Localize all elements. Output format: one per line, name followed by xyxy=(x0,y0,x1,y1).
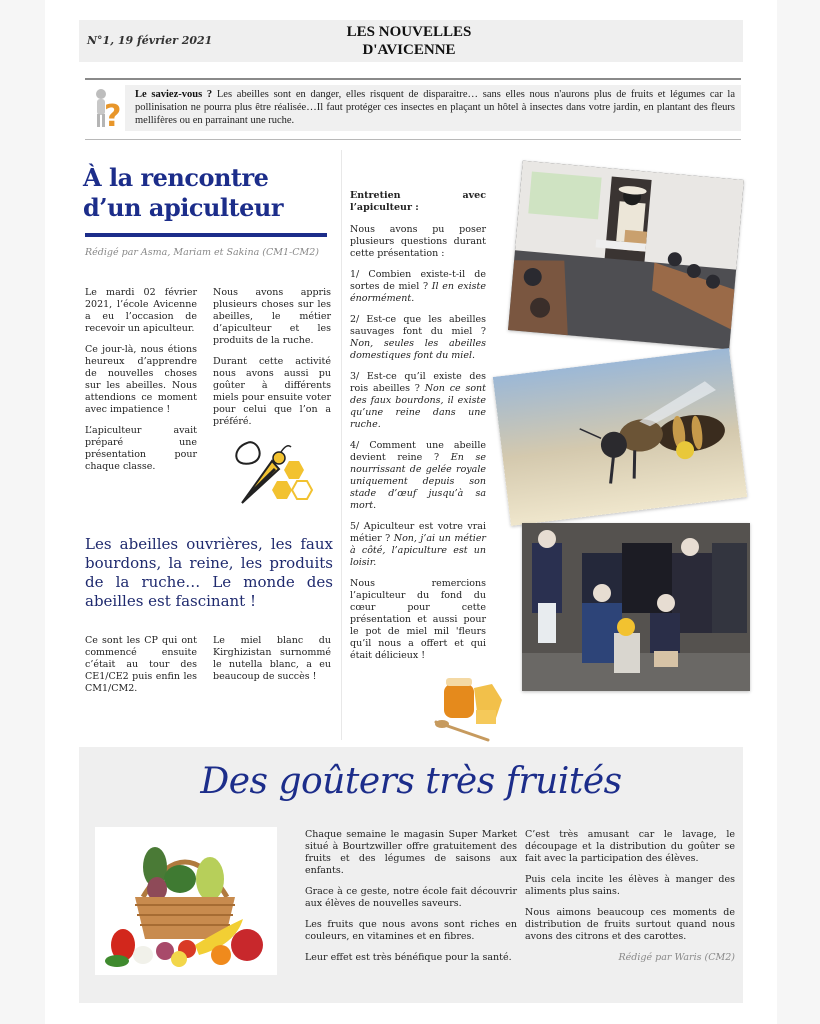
paragraph: Nous avons appris plusieurs choses sur les abeilles, le métier d’apiculteur et les produits de la ruche. xyxy=(213,287,331,346)
qa-item xyxy=(350,371,486,431)
fruit-article-title: Des goûters très fruités xyxy=(200,761,622,802)
paragraph: Chaque semaine le magasin Super Market situé à Bourtzwiller offre gratuitement des fruits et des légumes de saisons aux enfants. xyxy=(305,829,517,876)
title-line-2: D'AVICENNE xyxy=(362,42,456,58)
question: 5/ Apiculteur est votre vrai métier ? xyxy=(350,521,486,544)
did-you-know-box xyxy=(125,85,741,131)
article-title: À la rencontre d’un apiculteur xyxy=(83,163,283,222)
title-underline xyxy=(85,233,327,237)
article-column-3 xyxy=(85,635,197,704)
classroom-photo xyxy=(508,161,744,350)
newspaper-title xyxy=(329,23,489,59)
paragraph: Leur effet est très bénéfique pour la santé. xyxy=(305,952,512,963)
qa-item xyxy=(350,269,486,305)
title-line-1: LES NOUVELLES xyxy=(346,24,472,40)
qa-item xyxy=(350,314,486,362)
paragraph: Puis cela incite les élèves à manger des aliments plus sains. xyxy=(525,874,735,897)
divider-top xyxy=(85,78,741,80)
photo-honeybee xyxy=(493,348,748,526)
article-column-2 xyxy=(213,287,331,437)
paragraph: Ce sont les CP qui ont commencé ensuite c’était au tour des CE1/CE2 puis enfin les CM1/CM2. xyxy=(85,635,197,694)
paragraph: Grace à ce geste, notre école fait découvrir aux élèves de nouvelles saveurs. xyxy=(305,886,517,909)
fruit-article-column-2 xyxy=(525,829,735,973)
answer: Non, j’ai un métier à côté, l’apiculture est un loisir. xyxy=(350,533,486,568)
fruit-article-byline: Rédigé par Waris (CM2) xyxy=(618,952,735,963)
students-photo xyxy=(522,523,750,691)
question-mark-figure-icon xyxy=(92,88,124,130)
interview-intro: Nous avons pu poser plusieurs questions durant cette présentation : xyxy=(350,224,486,259)
interview-heading: Entretien avec l’apiculteur : xyxy=(350,190,486,213)
interview-column xyxy=(350,190,486,671)
paragraph: Ce jour-là, nous étions heureux d’apprendre de nouvelles choses sur les abeilles. Nous attendions ce moment avec impatience ! xyxy=(85,344,197,415)
question: 3/ Est-ce qu’il existe des rois abeilles ? xyxy=(350,371,486,394)
masthead xyxy=(79,20,743,62)
paragraph: L’apiculteur avait préparé une présentation pour chaque classe. xyxy=(85,425,197,472)
interview-thanks: Nous remercions l’apiculteur du fond du cœur pour cette présentation et aussi pour le pot de miel mil 'fleurs qu’il nous a offert et qui était délicieux ! xyxy=(350,578,486,661)
honeybee-photo xyxy=(493,348,748,526)
answer: En se nourrissant de gelée royale uniquement depuis son stade d’œuf jusqu’à sa mort. xyxy=(350,452,486,511)
article-column-4 xyxy=(213,635,331,692)
article-byline: Rédigé par Asma, Mariam et Sakina (CM1-CM2) xyxy=(85,247,319,258)
bee-honeycomb-logo xyxy=(227,433,317,513)
article-subtitle: Les abeilles ouvrières, les faux bourdons, la reine, les produits de la ruche… Le monde des abeilles est fascinant ! xyxy=(85,535,333,610)
question: 4/ Comment une abeille devient reine ? xyxy=(350,440,486,463)
paragraph: Nous aimons beaucoup ces moments de distribution de fruits surtout quand nous avons des citrons et des carottes. xyxy=(525,907,735,942)
fruit-basket-image xyxy=(95,827,277,975)
honey-jar-image xyxy=(430,670,510,745)
qa-item xyxy=(350,521,486,569)
photo-beekeeper-classroom xyxy=(508,161,744,350)
paragraph: Le mardi 02 février 2021, l’école Avicenne a eu l’occasion de recevoir un apiculteur. xyxy=(85,287,197,334)
did-you-know-text: Les abeilles sont en danger, elles risquent de disparaitre… sans elles nous n'aurons plus de fruits et légumes car la pollinisation ne pourra plus être réalisée…Il faut protéger ces insectes en plaçant un hôtel à insectes dans votre jardin, en plantant des fleurs mellifères ou en parrainant une ruche. xyxy=(135,89,735,126)
answer: Il en existe énormément. xyxy=(350,281,486,304)
fruit-article-column-1 xyxy=(305,829,517,973)
photo-students-group xyxy=(522,523,750,691)
svg-text:?: ? xyxy=(104,99,122,130)
newsletter-page xyxy=(45,0,777,1024)
fruit-article-panel xyxy=(79,747,743,1003)
answer: Non, seules les abeilles domestiques font du miel. xyxy=(350,338,486,361)
divider-mid xyxy=(85,139,741,140)
fruit-basket-illustration xyxy=(95,827,277,975)
question: 1/ Combien existe-t-il de sortes de miel ? xyxy=(350,269,486,292)
question: 2/ Est-ce que les abeilles sauvages font du miel ? xyxy=(350,314,486,337)
qa-item xyxy=(350,440,486,512)
did-you-know-lead: Le saviez-vous ? xyxy=(135,89,213,100)
paragraph: Durant cette activité nous avons aussi pu goûter à différents miels pour ensuite voter pour celui que l’on a préféré. xyxy=(213,356,331,427)
issue-date: N°1, 19 février 2021 xyxy=(87,34,213,47)
article-column-1 xyxy=(85,287,197,482)
paragraph: Le miel blanc du Kirghizistan surnommé le nutella blanc, a eu beaucoup de succès ! xyxy=(213,635,331,682)
column-divider xyxy=(341,150,342,740)
paragraph: C’est très amusant car le lavage, le découpage et la distribution du goûter se fait avec la participation des élèves. xyxy=(525,829,735,864)
paragraph: Les fruits que nous avons sont riches en couleurs, en vitamines et en fibres. xyxy=(305,919,517,942)
answer: Non ce sont des faux bourdons, il existe qu’une reine dans une ruche. xyxy=(350,383,486,430)
